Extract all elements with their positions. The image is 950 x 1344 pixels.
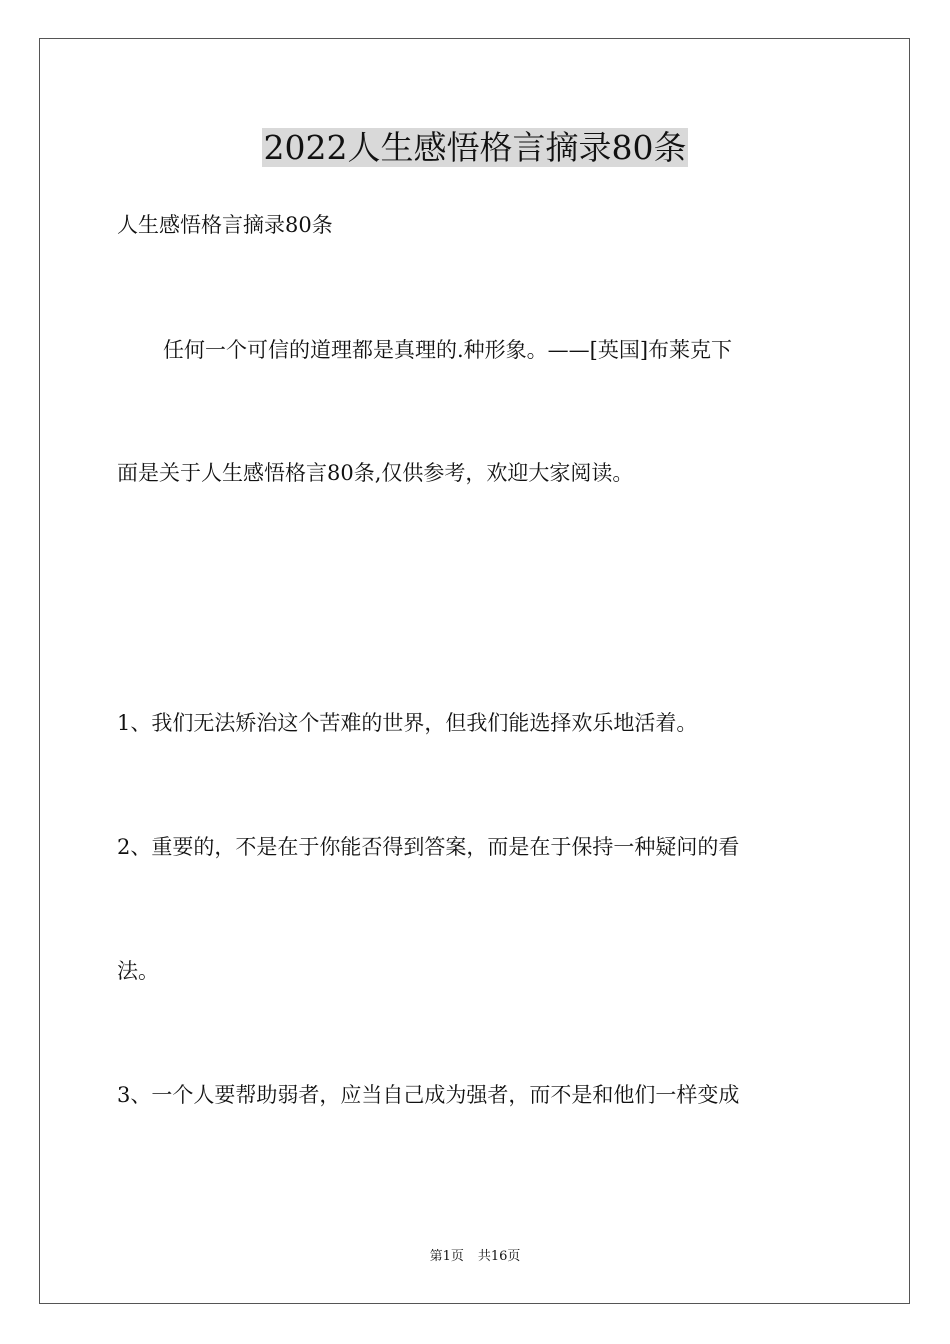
page-footer bbox=[0, 1248, 950, 1266]
paragraph-line-5: 法。 bbox=[117, 959, 159, 983]
paragraph-line-6: 3、一个人要帮助弱者，应当自己成为强者，而不是和他们一样变成 bbox=[117, 1083, 740, 1107]
document-title bbox=[0, 128, 950, 168]
document-subtitle: 人生感悟格言摘录80条 bbox=[117, 213, 333, 237]
paragraph-line-4: 2、重要的，不是在于你能否得到答案，而是在于保持一种疑问的看 bbox=[117, 835, 740, 859]
page-total: 共16页 bbox=[477, 1249, 521, 1264]
page-number: 第1页 bbox=[429, 1249, 464, 1264]
document-title-text: 2022人生感悟格言摘录80条 bbox=[263, 128, 687, 167]
paragraph-line-1: 任何一个可信的道理都是真理的.种形象。——[英国]布莱克下 bbox=[163, 338, 733, 362]
paragraph-line-3: 1、我们无法矫治这个苦难的世界，但我们能选择欢乐地活着。 bbox=[117, 711, 698, 735]
paragraph-line-2: 面是关于人生感悟格言80条,仅供参考，欢迎大家阅读。 bbox=[117, 461, 634, 485]
